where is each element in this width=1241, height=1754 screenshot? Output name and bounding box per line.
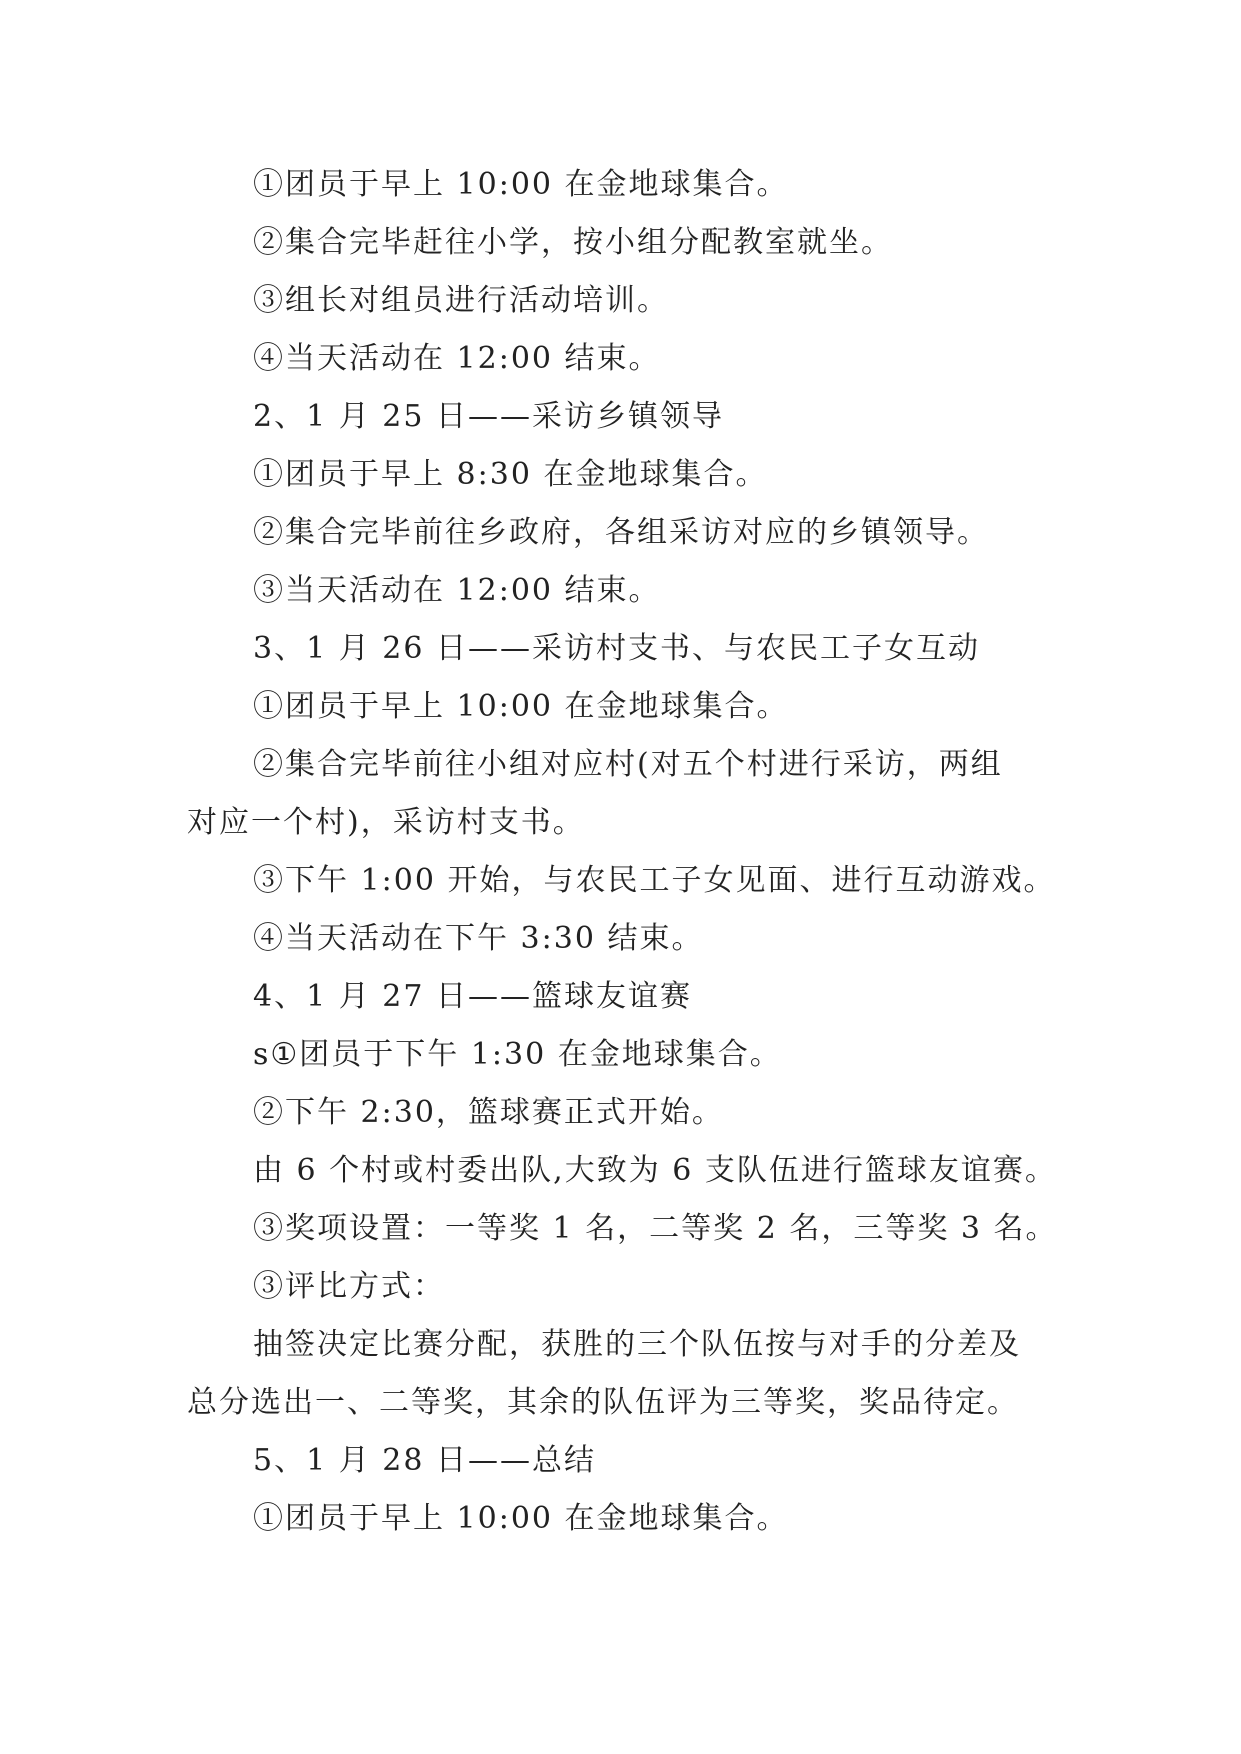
paragraph-line: ②集合完毕前往乡政府，各组采访对应的乡镇领导。: [253, 515, 989, 550]
paragraph-line: ②集合完毕前往小组对应村(对五个村进行采访，两组: [253, 747, 1003, 782]
paragraph-line: ③组长对组员进行活动培训。: [253, 283, 669, 318]
paragraph-line: ④当天活动在 12:00 结束。: [253, 341, 661, 376]
section-heading: 3、1 月 26 日——采访村支书、与农民工子女互动: [253, 631, 980, 666]
paragraph-line: ①团员于早上 8:30 在金地球集合。: [253, 457, 768, 492]
paragraph-line: 由 6 个村或村委出队,大致为 6 支队伍进行篮球友谊赛。: [253, 1153, 1057, 1188]
document-body: [187, 156, 1067, 1548]
paragraph-line-continued: 总分选出一、二等奖，其余的队伍评为三等奖，奖品待定。: [187, 1385, 1019, 1420]
paragraph-line: ③当天活动在 12:00 结束。: [253, 573, 661, 608]
paragraph-line: 抽签决定比赛分配，获胜的三个队伍按与对手的分差及: [253, 1327, 1021, 1362]
paragraph-line: ③奖项设置：一等奖 1 名，二等奖 2 名，三等奖 3 名。: [253, 1211, 1058, 1246]
paragraph-line: ③下午 1:00 开始，与农民工子女见面、进行互动游戏。: [253, 863, 1056, 898]
paragraph-line: ③评比方式：: [253, 1269, 445, 1304]
section-heading: 4、1 月 27 日——篮球友谊赛: [253, 979, 692, 1014]
paragraph-line: ②集合完毕赶往小学，按小组分配教室就坐。: [253, 225, 893, 260]
paragraph-line: ①团员于早上 10:00 在金地球集合。: [253, 1501, 789, 1536]
paragraph-line: ①团员于早上 10:00 在金地球集合。: [253, 167, 789, 202]
section-heading: 2、1 月 25 日——采访乡镇领导: [253, 399, 724, 434]
paragraph-line-continued: 对应一个村)，采访村支书。: [187, 805, 585, 840]
paragraph-line: ②下午 2:30，篮球赛正式开始。: [253, 1095, 724, 1130]
paragraph-line: ①团员于早上 10:00 在金地球集合。: [253, 689, 789, 724]
paragraph-line: ④当天活动在下午 3:30 结束。: [253, 921, 704, 956]
section-heading: 5、1 月 28 日——总结: [253, 1443, 596, 1478]
paragraph-line: s①团员于下午 1:30 在金地球集合。: [253, 1037, 782, 1072]
